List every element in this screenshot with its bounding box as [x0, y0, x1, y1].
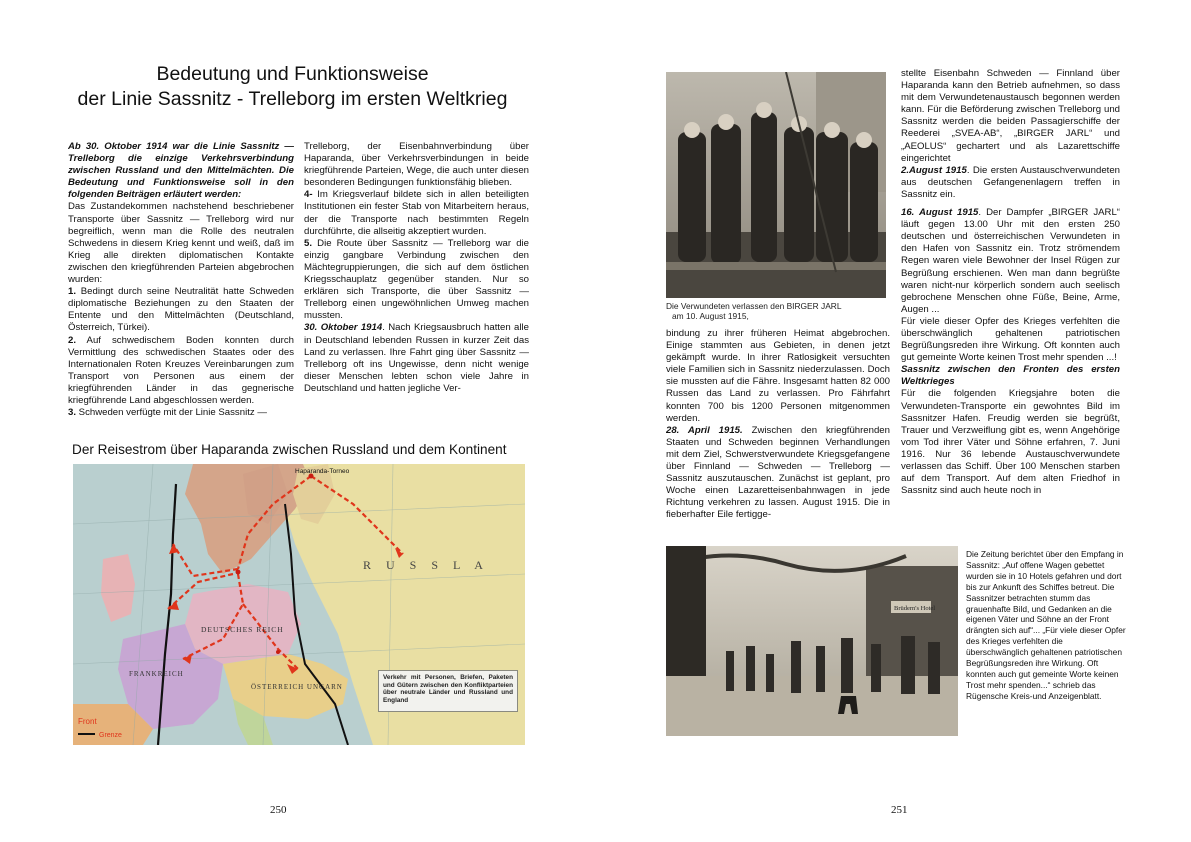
map-label-front: Front: [78, 717, 97, 726]
paragraph-text: . Nach Kriegsausbruch hatten alle in Deutschland lebenden Russen in kurzer Zeit das Land zu verlassen. Ihre Fahrt ging über Sassnitz — Trelleborg oft ins Ungewisse, denn nicht wenige dieser Menschen lebten schon viele Jahre in Deutschland und hatten jegliche Ver-: [304, 322, 529, 394]
photo1-caption: [666, 301, 886, 321]
date-label: 16. August 1915: [901, 207, 979, 219]
paragraph-text: Zwischen den kriegführenden Staaten und Schweden beginnen Verhandlungen mit dem Ziel, Schwerstverwundete Kriegsgefangene über Finnland — Schweden — Trelleborg — Sassnitz auszutauschen. Zunächst ist geplant, pro Woche einen Lazaretteisenbahnwagen in jede Richtung verkehren zu lassen. August 1915. Die in fieberhafter Eile fertigge-: [666, 424, 890, 521]
page-number: 251: [891, 804, 908, 816]
left-column-1: [68, 141, 294, 435]
left-column-2: [304, 141, 529, 435]
right-column-2: [901, 68, 1120, 532]
map-heading: Der Reisestrom über Haparanda zwischen Russland und dem Kontinent: [72, 442, 507, 457]
paragraph: [68, 335, 294, 408]
paragraph: [901, 165, 1120, 201]
date-label: 2.August 1915: [901, 164, 967, 176]
map-label-germany: DEUTSCHES REICH: [201, 625, 284, 634]
caption-line: Die Verwundeten verlassen den BIRGER JARL: [666, 301, 842, 311]
list-number: 2.: [68, 334, 77, 346]
paragraph: bindung zu ihrer früheren Heimat abgebrochen. Einige stammten aus Gebieten, in denen jetzt gekämpft wurde. In ihrer Ratlosigkeit versuchten viele Familien sich in Sassnitz niederzulassen. Doch sie mussten auf die Fähre. Insgesamt hatten 82 000 Russen das Land zu verlassen. Pro Fährfahrt konnten 700 bis 1200 Personen mitgenommen werden.: [666, 328, 890, 424]
intro-lead: Ab 30. Oktober 1914 war die Linie Sassnitz — Trelleborg die einzige Verkehrsverbindung zwischen Russland und den Mittelmächten. Die Bedeutung und Funktionsweise soll in den folgenden Beiträgen erläutert werden:: [68, 141, 294, 201]
paragraph: Das Zustandekommen nachstehend beschriebener Transporte über Sassnitz — Trelleborg wird nur begreiflich, wenn man die Rolle des neutralen Schwedens in diesem Krieg kennt und weiß, daß im Krieg alle direkten diplomatischen Kontakte zwischen den kriegführenden Parteien abgebrochen wurden:: [68, 201, 294, 286]
right-column-1: [666, 328, 890, 534]
hotel-sign: Brüdern's Hotel: [894, 605, 936, 612]
paragraph: [304, 238, 529, 323]
list-text: Schweden verfügte mit der Linie Sassnitz —: [76, 407, 267, 419]
paragraph: [666, 425, 890, 522]
list-text: Im Kriegsverlauf bildete sich in allen beteiligten Institutionen ein fester Stab von Mitarbeitern heraus, der die Transporte nach bestimmten Regeln durchführte, die allseitig akzeptiert wurden.: [304, 189, 529, 237]
date-label: 28. April 1915.: [666, 424, 743, 436]
paragraph-text: . Der Dampfer „BIRGER JARL“ läuft gegen 13.00 Uhr mit den ersten 250 deutschen und österreichischen Verwundeten in den Hafen von Sassnitz ein. Trotz strömendem Regen waren viele Bewohner der Insel Rügen zur Begrüßung erschienen. Wen man dann begrüßte waren nicht-nur körperlich sondern auch seelisch gebrochene Menschen ohne Füße, Beine, Arme, Augen ...: [901, 207, 1120, 315]
list-number: 1.: [68, 286, 77, 298]
page-number: 250: [270, 804, 287, 816]
date-label: 30. Oktober 1914: [304, 322, 383, 334]
paragraph: [304, 189, 529, 237]
map-label-frontier: Grenze: [99, 732, 122, 739]
title-line-1: Bedeutung und Funktionsweise: [156, 63, 429, 85]
list-number: 4-: [304, 189, 313, 201]
map-legend-box: Verkehr mit Personen, Briefen, Paketen und Gütern zwischen den Konfliktparteien über neutrale Länder und Russland und England: [378, 670, 518, 712]
paragraph: Für viele dieser Opfer des Krieges verfehlten die überschwänglich gehaltenen patriotischen Begrüßungsreden ihre Wirkung. Oft konnten auch gut gemeinte Worte keinen Trost mehr spenden ...!: [901, 315, 1120, 364]
map-label-russia: R U S S L A: [363, 558, 489, 572]
photo-wounded-birger-jarl: [666, 72, 886, 298]
paragraph: [68, 286, 294, 334]
list-text: Bedingt durch seine Neutralität hatte Schweden diplomatische Beziehungen zu den Staaten der Entente und den Mittelmächten (Deutschland, Österreich, Türkei).: [68, 286, 294, 334]
paragraph: [901, 207, 1120, 316]
paragraph: Trelleborg, der Eisenbahnverbindung über Haparanda, über Verkehrsverbindungen in beide kriegführende Parteien, Wege, die auch unter diesen besonderen Bedingungen funktionsfähig blieben.: [304, 141, 529, 189]
paragraph-text: . Die ersten Austauschverwundeten aus deutschen Gefangenenlagern treffen in Sassnitz ein.: [901, 164, 1120, 200]
paragraph: stellte Eisenbahn Schweden — Finnland über Haparanda kann den Betrieb aufnehmen, so dass mit dem Verwundetenaustausch begonnen werden kann. Für die Beförderung zwischen Trelleborg und Sassnitz werden die beiden Passagierschiffe der Reederei „SVEA-AB“, „BIRGER JARL“ und „AEOLUS“ gechartert und als Lazarettschiffe eingerichtet: [901, 68, 1120, 164]
list-number: 3.: [68, 407, 77, 419]
list-text: Die Route über Sassnitz — Trelleborg war die einzig gangbare Verbindung zwischen den Mächtegruppierungen, die sich auf dem östlichen Kriegsschauplatz gegenüber standen. Nur so erklären sich Transporte, die über Sassnitz — Trelleborg einen ungewöhnlichen Umweg machen mussten.: [304, 237, 529, 322]
page-title: [30, 62, 555, 112]
paragraph: [304, 322, 529, 395]
paragraph: Für die folgenden Kriegsjahre boten die Verwundeten-Transporte ein gewohntes Bild im Sassnitzer Hafen. Freudig werden sie begrüßt, Trauer und Verzweiflung gibt es, wenn Angehörige vom Tod ihrer Väter und Söhne erfahren, 7. Juni 1916. Nur 36 lebende Austauschverwundete verlassen das Schiff. Über 100 Menschen starben auf dem Transport. Auf dem alten Friedhof in Sassnitz sind auch heute noch in: [901, 388, 1120, 497]
list-number: 5.: [304, 237, 313, 249]
map-label-austria: ÖSTERREICH UNGARN: [251, 683, 343, 691]
newspaper-caption: Die Zeitung berichtet über den Empfang in Sassnitz: „Auf offene Wagen gebettet wurden sie in 10 Hotels gefahren und dort bis zur Ankunft des Schiffes betreut. Die Sassnitzer betrachten stumm das grauenhafte Bild, und Gedanken an die eigenen Väter und Söhne an der Front drängten sich auf“... „Für viele dieser Opfer des Krieges verfehlten die überschwänglich gehaltenen patriotischen Begrüßungsreden ihre Wirkung. Oft konnten auch gut gemeinte Worte keinen Trost mehr spenden...“ schrieb das Rügensche Kreis-und Anzeigenblatt.: [966, 549, 1126, 701]
map-label-haparanda: Haparanda-Torneo: [295, 468, 350, 475]
right-page: [596, 0, 1191, 842]
photo-graphic: [666, 72, 886, 298]
list-text: Auf schwedischem Boden konnten durch Vermittlung des schwedischen Staates oder des Internationalen Roten Kreuzes Vereinbarungen zum Transport von Personen aus einem der kriegführenden Länder in das gegnerische kriegführende Land abgeschlossen werden.: [68, 334, 294, 406]
caption-line: am 10. August 1915,: [672, 311, 749, 321]
map-label-france: FRANKREICH: [129, 670, 184, 678]
photo-sassnitz-reception: [666, 546, 958, 736]
section-heading: Sassnitz zwischen den Fronten des ersten Weltkrieges: [901, 364, 1120, 388]
photo-graphic: [666, 546, 958, 736]
left-page: [0, 0, 595, 842]
title-line-2: der Linie Sassnitz - Trelleborg im ersten Weltkrieg: [77, 88, 508, 110]
paragraph: [68, 407, 294, 419]
